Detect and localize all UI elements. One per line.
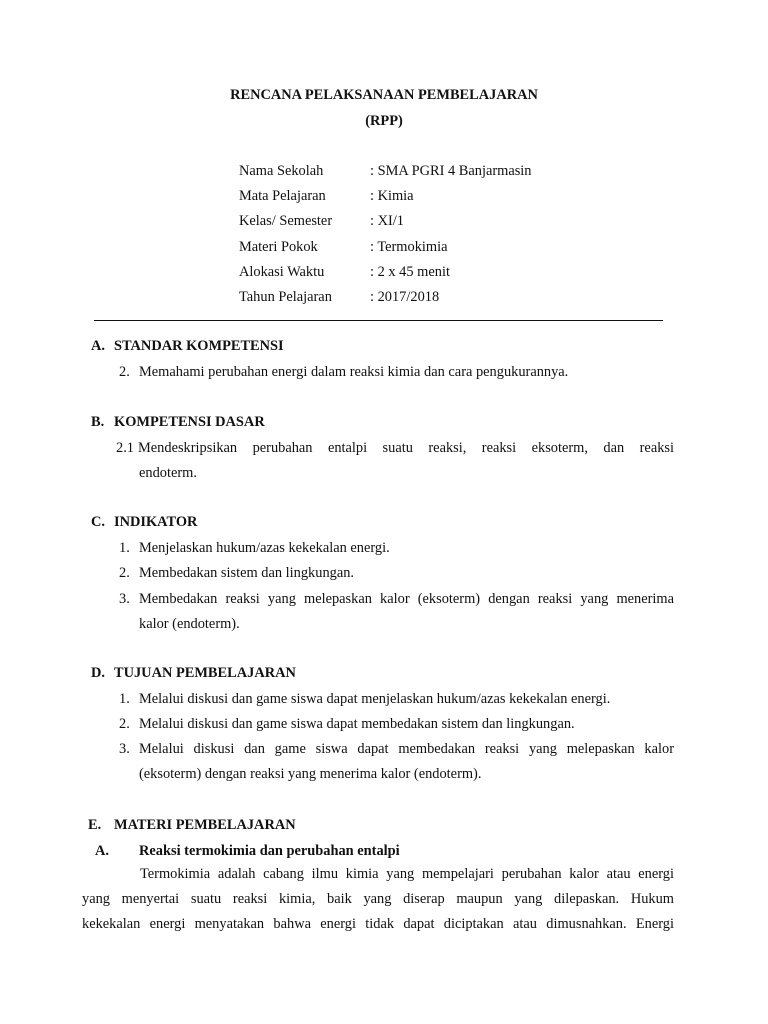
info-row-school — [239, 163, 532, 188]
list-item — [116, 440, 674, 457]
list-text-continuation: endoterm. — [139, 465, 197, 481]
section-b-heading — [91, 414, 265, 431]
document-subtitle: (RPP) — [365, 113, 403, 129]
list-number: 1. — [119, 691, 130, 707]
horizontal-divider — [94, 320, 663, 321]
paragraph-line: yang menyertai suatu reaksi kimia, baik yang diserap maupun yang dilepaskan. Hukum — [82, 891, 674, 908]
list-text: Memahami perubahan energi dalam reaksi kimia dan cara pengukurannya. — [139, 364, 569, 380]
list-text: Melalui diskusi dan game siswa dapat membedakan reaksi yang melepaskan kalor — [139, 741, 674, 757]
list-number: 3. — [119, 741, 130, 757]
info-value: : 2 x 45 menit — [370, 263, 450, 280]
section-a-heading — [91, 338, 284, 355]
info-row-topic — [239, 239, 532, 264]
section-letter: B. — [91, 414, 105, 430]
list-text: Membedakan sistem dan lingkungan. — [139, 565, 355, 581]
list-number: 3. — [119, 591, 130, 607]
info-value: : 2017/2018 — [370, 288, 440, 305]
list-text: Melalui diskusi dan game siswa dapat menjelaskan hukum/azas kekekalan energi. — [139, 691, 611, 707]
info-label: Nama Sekolah — [239, 163, 324, 179]
section-c-heading — [91, 514, 197, 531]
list-number: 2. — [119, 716, 130, 732]
list-text-continuation: (eksoterm) dengan reaksi yang menerima kalor (endoterm). — [139, 766, 482, 782]
subsection-heading — [95, 843, 400, 860]
subsection-letter: A. — [95, 843, 109, 859]
list-item — [119, 691, 674, 708]
list-item — [119, 565, 674, 582]
list-item — [119, 591, 674, 608]
info-label: Tahun Pelajaran — [239, 288, 332, 305]
list-item — [119, 540, 674, 557]
subsection-title: Reaksi termokimia dan perubahan entalpi — [139, 843, 400, 859]
list-number: 2.1 — [116, 440, 134, 456]
info-value: : Kimia — [370, 188, 414, 205]
section-letter: A. — [91, 338, 105, 354]
body-paragraph — [82, 862, 674, 938]
section-letter: C. — [91, 514, 105, 530]
section-letter: E. — [88, 817, 102, 833]
info-label: Mata Pelajaran — [239, 188, 326, 205]
section-title: KOMPETENSI DASAR — [114, 414, 265, 430]
info-label: Materi Pokok — [239, 238, 318, 255]
list-text: Membedakan reaksi yang melepaskan kalor (eksoterm) dengan reaksi yang menerima — [139, 591, 674, 607]
paragraph-line: Termokimia adalah cabang ilmu kimia yang mempelajari perubahan kalor atau energi — [140, 866, 674, 882]
section-title: STANDAR KOMPETENSI — [114, 338, 284, 354]
list-text-continuation: kalor (endoterm). — [139, 616, 240, 632]
section-title: INDIKATOR — [114, 514, 198, 530]
list-item — [119, 741, 674, 758]
list-number: 2. — [119, 565, 130, 581]
list-text: Melalui diskusi dan game siswa dapat membedakan sistem dan lingkungan. — [139, 716, 575, 732]
section-e-heading — [88, 817, 296, 834]
section-d-heading — [91, 665, 296, 682]
info-label: Kelas/ Semester — [239, 213, 333, 230]
info-row-time — [239, 264, 532, 289]
info-label: Alokasi Waktu — [239, 263, 325, 280]
document-title: RENCANA PELAKSANAAN PEMBELAJARAN — [230, 87, 538, 103]
section-title: TUJUAN PEMBELAJARAN — [114, 665, 296, 681]
identity-table — [239, 163, 532, 314]
list-number: 1. — [119, 540, 130, 556]
list-item — [119, 716, 674, 733]
info-value: : XI/1 — [370, 213, 404, 230]
list-text: Mendeskripsikan perubahan entalpi suatu reaksi, reaksi eksoterm, dan reaksi — [138, 440, 674, 456]
section-letter: D. — [91, 665, 105, 681]
info-row-subject — [239, 188, 532, 213]
section-title: MATERI PEMBELAJARAN — [114, 817, 296, 833]
paragraph-line: kekekalan energi menyatakan bahwa energi tidak dapat diciptakan atau dimusnahkan. Energi — [82, 916, 674, 933]
list-item — [119, 364, 674, 381]
info-row-class — [239, 213, 532, 238]
info-row-year — [239, 289, 532, 314]
info-value: : Termokimia — [370, 238, 448, 255]
info-value: : SMA PGRI 4 Banjarmasin — [370, 163, 532, 179]
list-number: 2. — [119, 364, 130, 380]
list-text: Menjelaskan hukum/azas kekekalan energi. — [139, 540, 390, 556]
